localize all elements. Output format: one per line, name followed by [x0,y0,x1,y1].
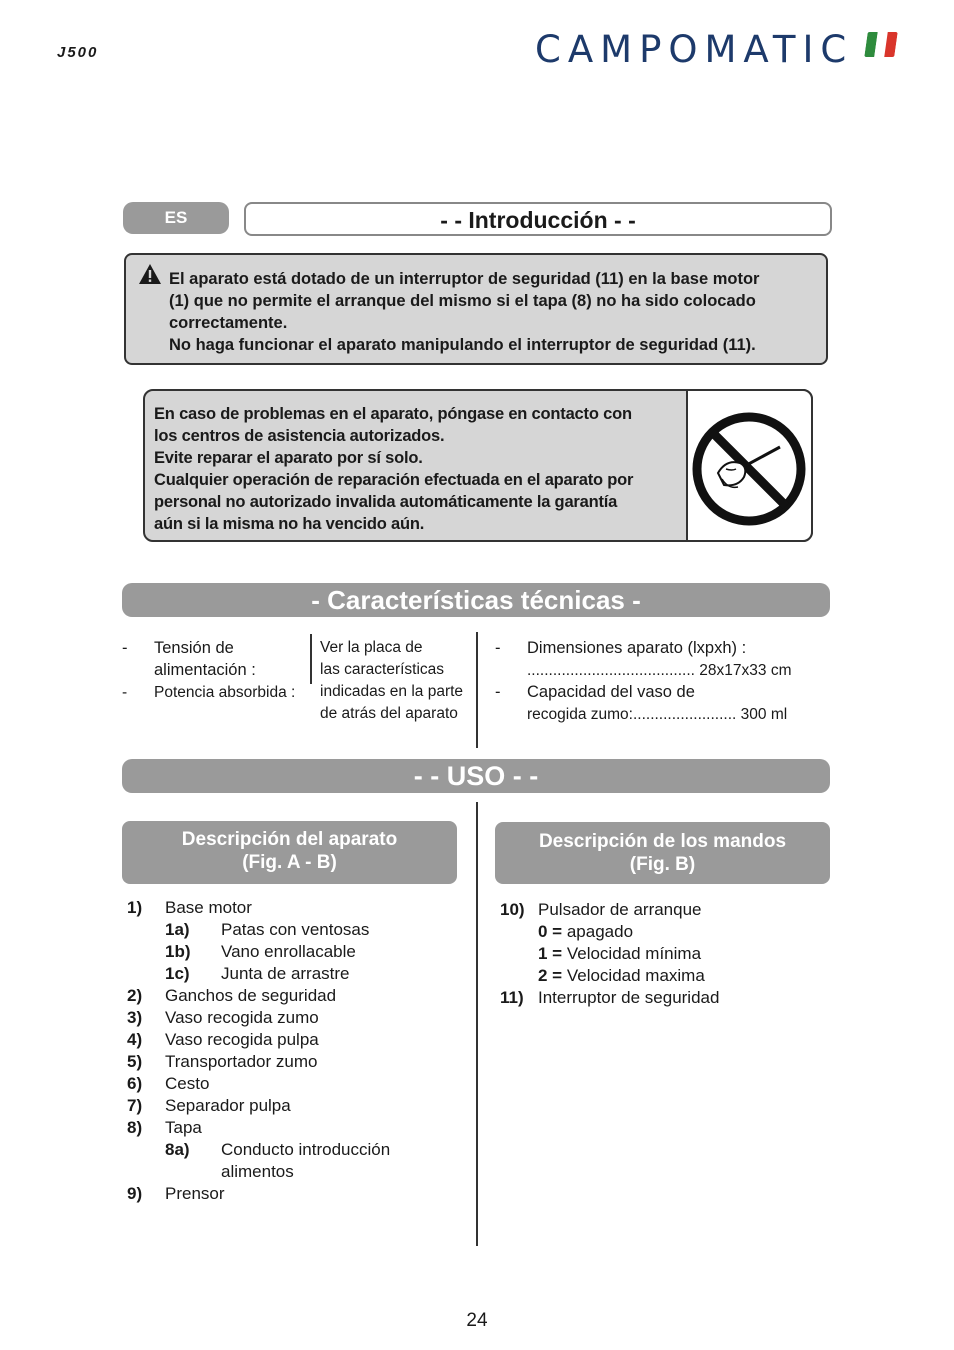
list-item [500,987,830,1009]
list-item [127,919,467,941]
item-label: Junta de arrastre [221,964,350,983]
list-item [127,1007,467,1029]
repair-line: personal no autorizado invalida automáticamente la garantía [154,493,618,511]
item-number: 5) [127,1052,143,1071]
spec-dash: - [122,684,128,701]
item-number: 7) [127,1096,143,1115]
item-label: Interruptor de seguridad [538,988,720,1007]
item-label: Ganchos de seguridad [165,986,337,1005]
option-key: 2 = [538,966,563,985]
brand-logo: CAMPOMATIC [535,28,854,71]
controls-fig-ref: (Fig. B) [629,854,696,875]
list-item [127,1073,467,1095]
spec-capacity-label: Capacidad del vaso de [527,683,695,701]
item-number: 10) [500,900,525,919]
item-number: 2) [127,986,143,1005]
list-item [127,1051,467,1073]
warning-line: El aparato está dotado de un interruptor de seguridad (11) en la base motor [169,270,760,288]
list-item [127,1161,467,1183]
item-number: 1b) [165,942,191,961]
warning-line: (1) que no permite el arranque del mismo si el tapa (8) no ha sido colocado [169,292,756,310]
repair-line: Evite reparar el aparato por sí solo. [154,449,423,467]
item-label: Pulsador de arranque [538,900,702,919]
spec-dim-unit: cm [770,662,792,679]
item-number: 4) [127,1030,143,1049]
item-label: Conducto introducción [221,1140,391,1159]
list-item [127,963,467,985]
list-item [127,1029,467,1051]
spec-column-divider [476,632,478,748]
spec-dash: - [122,639,128,657]
list-item [500,899,830,921]
page-number: 24 [466,1310,488,1331]
item-label: Cesto [165,1074,210,1093]
spec-dash: - [495,639,501,657]
spec-cap-unit: ml [770,706,788,723]
plate-note-line: indicadas en la parte [320,683,464,700]
spec-tension-label [154,637,256,681]
plate-note-line: Ver la placa de [320,639,423,656]
spec-dimensions-label: Dimensiones aparato (lxpxh) : [527,639,747,657]
parts-list [127,897,467,1205]
item-label: Base motor [165,898,252,917]
safety-warning-text [169,268,819,356]
option-value: Velocidad maxima [566,966,705,985]
spec-cap-label: recogida zumo:........................ [527,706,737,723]
item-label: Transportador zumo [165,1052,318,1071]
list-item [127,1117,467,1139]
option-key: 1 = [538,944,563,963]
specs-title-bar: - Características técnicas - [122,583,830,617]
item-label: Tapa [165,1118,202,1137]
repair-line: Cualquier operación de reparación efectuada en el aparato por [154,471,634,489]
item-label: Vaso recogida pulpa [165,1030,319,1049]
no-screwdriver-icon-frame [686,389,813,542]
item-number: 3) [127,1008,143,1027]
item-label: Prensor [165,1184,225,1203]
intro-title: - - Introducción - - [244,202,832,236]
spec-cap-number: 300 [740,706,767,723]
item-number: 6) [127,1074,143,1093]
list-item [127,897,467,919]
list-item [127,1139,467,1161]
list-item [500,921,830,943]
item-number [165,1161,221,1183]
option-key: 0 = [538,922,563,941]
italian-flag-icon [864,32,898,57]
spec-tension-line: Tensión de [154,639,234,657]
language-badge: ES [123,202,229,234]
item-label: Vano enrollacable [221,942,356,961]
warning-triangle-icon [138,263,162,285]
spec-divider [310,634,312,684]
item-number: 1a) [165,920,190,939]
item-number: 1) [127,898,143,917]
spec-tension-line: alimentación : [154,661,256,679]
parts-title-bar [122,821,457,884]
repair-notice-text [154,403,679,535]
repair-line: aún si la misma no ha vencido aún. [154,515,425,533]
plate-note-line: las características [320,661,445,678]
item-number: 8a) [165,1140,190,1159]
spec-dimensions-value [527,660,791,682]
spec-dash: - [495,683,501,701]
item-label: alimentos [221,1162,294,1181]
plate-note-line: de atrás del aparato [320,705,458,722]
controls-list [500,899,830,1009]
option-value: apagado [566,922,634,941]
controls-title-bar [495,822,830,884]
no-screwdriver-icon [688,391,811,540]
uso-column-divider [476,802,478,1246]
list-item [127,985,467,1007]
controls-title: Descripción de los mandos [538,831,787,852]
parts-fig-ref: (Fig. A - B) [242,852,337,873]
item-number: 8) [127,1118,143,1137]
item-number: 11) [500,988,524,1007]
list-item [127,1183,467,1205]
list-item [127,941,467,963]
item-label: Vaso recogida zumo [165,1008,319,1027]
item-number: 9) [127,1184,143,1203]
uso-title-bar: - - USO - - [122,759,830,793]
spec-potencia-label: Potencia absorbida : [154,684,296,701]
parts-title: Descripción del aparato [181,829,398,850]
item-number: 1c) [165,964,190,983]
model-code: J500 [57,44,99,61]
list-item [500,965,830,987]
warning-line: No haga funcionar el aparato manipulando el interruptor de seguridad (11). [169,336,756,354]
repair-line: los centros de asistencia autorizados. [154,427,445,445]
list-item [127,1095,467,1117]
spec-dots: ....................................... [527,662,695,679]
spec-dim-number: 28x17x33 [699,662,767,679]
list-item [500,943,830,965]
spec-capacity-value [527,704,787,726]
repair-line: En caso de problemas en el aparato, póngase en contacto con [154,405,632,423]
item-label: Patas con ventosas [221,920,370,939]
spec-plate-note [320,637,463,725]
option-value: Velocidad mínima [566,944,702,963]
warning-line: correctamente. [169,314,288,332]
item-label: Separador pulpa [165,1096,291,1115]
